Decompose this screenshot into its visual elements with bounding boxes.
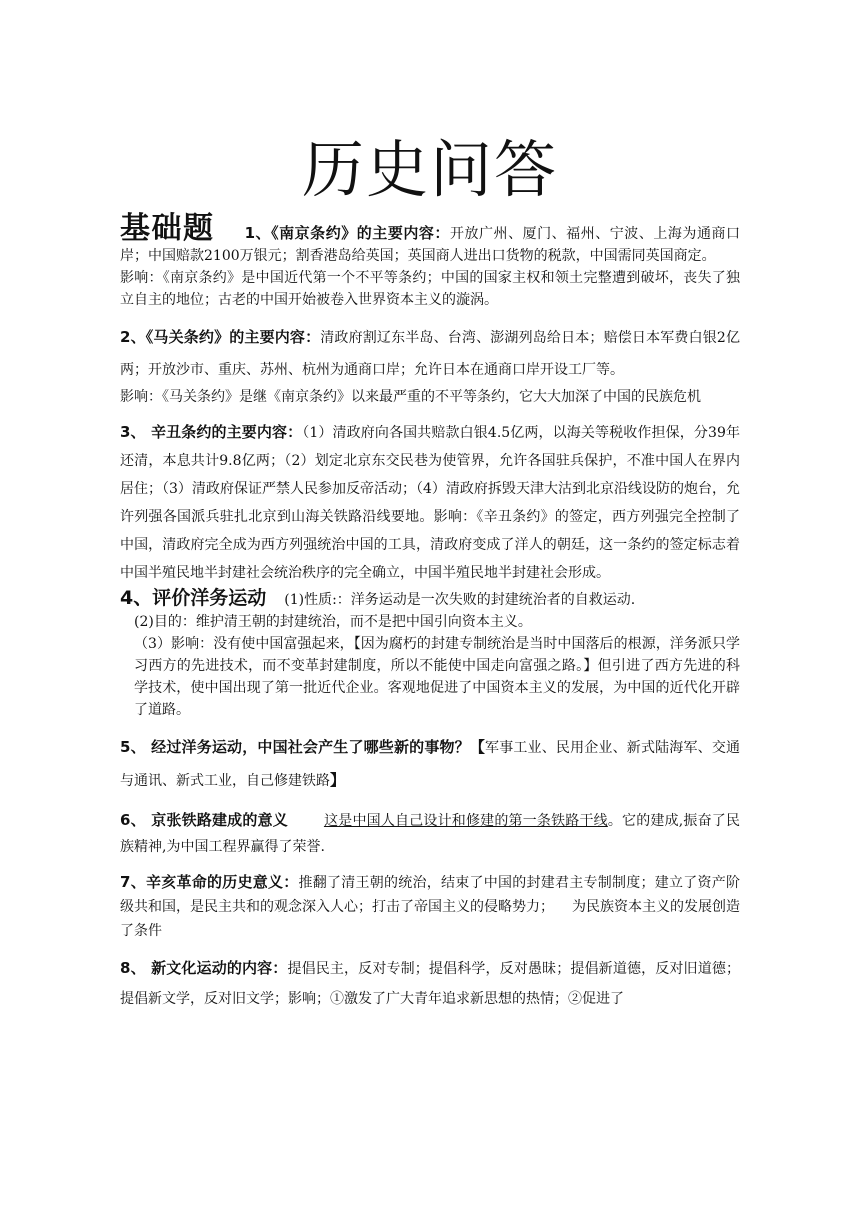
question-8-content: 提倡民主，反对专制；提倡科学，反对愚昧；提倡新道德，反对旧道德；提倡新文学，反对旧文学；影响；①激发了广大青年追求新思想的热情；②促进了 <box>120 961 740 1007</box>
question-7-heading: 7、辛亥革命的历史意义： <box>120 873 299 891</box>
section-6 <box>120 807 740 860</box>
question-6-heading: 6、 京张铁路建成的意义 <box>120 811 288 829</box>
page-title: 历史问答 <box>301 133 558 206</box>
question-8-heading: 8、 新文化运动的内容： <box>120 959 288 977</box>
question-2-heading: 2、《马关条约》的主要内容： <box>120 328 321 346</box>
question-3-content: （1）清政府向各国共赔款白银4.5亿两，以海关等税收作担保，分39年还清，本息共计9.8亿两；（2）划定北京东交民巷为使管界，允许各国驻兵保护，不准中国人在界内居住；（3）清政府保证严禁人民参加反帝活动；（4）清政府拆毁天津大沽到北京沿线设防的炮台，允许列强各国派兵驻扎北京到山海关铁路沿线要地。影响：《辛丑条约》的签定，西方列强完全控制了中国，清政府完全成为西方列强统治中国的工具，清政府变成了洋人的朝廷，这一条约的签定标志着中国半殖民地半封建社会统治秩序的完全确立，中国半殖民地半封建社会形成。 <box>120 425 740 581</box>
section-1 <box>120 211 741 267</box>
question-4-impact-b: 【因为腐朽的封建专制统治是当时中国落后的根源，洋务派只学习西方的先进技术，而不变革封建制度，所以不能使中国走向富强之路。】 <box>134 636 740 674</box>
question-1-heading: 1、《南京条约》的主要内容： <box>244 224 450 242</box>
section-8 <box>120 953 740 1014</box>
question-4-heading: 4、评价洋务运动 <box>120 587 267 609</box>
question-4-impact-a: （3）影响：没有使中国富强起来， <box>134 636 354 652</box>
question-5-content: 军事工业、民用企业、新式陆海军、交通与通讯、新式工业，自己修建铁路 <box>120 740 740 789</box>
question-2-impact: 影响：《马关条约》是继《南京条约》以来最严重的不平等条约，它大大加深了中国的民族危机 <box>120 389 701 405</box>
question-4-purpose: (2)目的：维护清王朝的封建统治，而不是把中国引向资本主义。 <box>134 614 532 630</box>
question-4-impact-c: 但引进了西方先进的科学技术，使中国出现了第一批近代企业。客观地促进了中国资本主义的发展，为中国的近代化开辟了道路。 <box>134 658 741 718</box>
question-6-content: 。它的建成,振奋了民族精神,为中国工程界赢得了荣誉. <box>120 813 740 855</box>
section-5: 5、 经过洋务运动，中国社会产生了哪些新的事物？【军事工业、民用企业、新式陆海军、交通与通讯、新式工业，自己修建铁路】 <box>120 738 740 789</box>
question-2-content: 清政府割辽东半岛、台湾、澎湖列岛给日本；赔偿日本军费白银2亿两；开放沙市、重庆、苏州、杭州为通商口岸；允许日本在通商口岸开设工厂等。 <box>120 330 740 378</box>
question-4-nature: (1)性质:：洋务运动是一次失败的封建统治者的自救运动. <box>284 592 636 608</box>
question-3-heading: 3、 辛丑条约的主要内容： <box>120 423 303 441</box>
question-1-impact: 影响：《南京条约》是中国近代第一个不平等条约；中国的国家主权和领土完整遭到破坏，丧失了独立自主的地位；古老的中国开始被卷入世界资本主义的漩涡。 <box>120 270 740 308</box>
question-6-underlined: 这是中国人自己设计和修建的第一条铁路干线 <box>323 813 608 829</box>
section-3 <box>120 418 740 587</box>
question-7-content: 推翻了清王朝的统治，结束了中国的封建君主专制制度；建立了资产阶级共和国，是民主共和的观念深入人心；打击了帝国主义的侵略势力； <box>120 875 740 915</box>
question-5-heading: 5、 经过洋务运动，中国社会产生了哪些新的事物？ <box>120 738 470 756</box>
document-body <box>120 211 741 1014</box>
section-4 <box>120 587 740 721</box>
section-7 <box>120 870 740 943</box>
question-7-content-2: 为民族资本主义的发展创造了条件 <box>120 899 740 939</box>
section-2 <box>120 321 740 386</box>
section-heading: 基础题 <box>120 211 215 246</box>
question-1-content: 开放广州、厦门、福州、宁波、上海为通商口岸；中国赔款2100万银元；割香港岛给英国；英国商人进出口货物的税款，中国需同英国商定。 <box>120 226 741 264</box>
